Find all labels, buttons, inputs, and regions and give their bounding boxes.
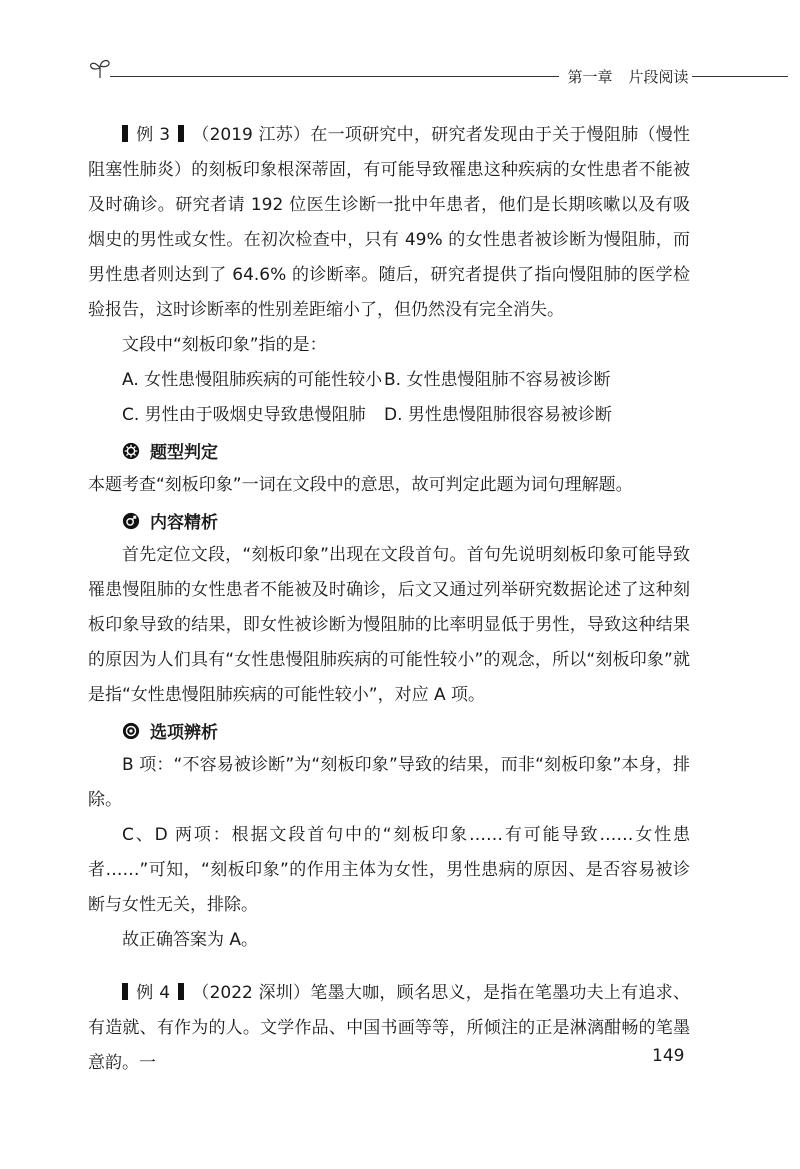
section-content-text: 首先定位文段，“刻板印象”出现在文段首句。首句先说明刻板印象可能导致罹患慢阻肺的女性患者不能被及时确诊，后文又通过列举研究数据论述了这种刻板印象导致的结果，即女性被诊断为慢阻肺的比率明显低于男性，导致这种结果的原因为人们具有“女性患慢阻肺疾病的可能性较小”的观念，所以“刻板印象”就是指“女性患慢阻肺疾病的可能性较小”，对应 A 项。 [88,545,690,705]
example3-source: （2019 江苏） [192,125,311,145]
header-title [558,66,698,87]
section-type-heading [122,433,690,468]
section-type-title: 题型判定 [150,443,218,463]
section-options-title: 选项辨析 [150,723,218,743]
example4-body: 笔墨大咖，顾名思义，是指在笔墨功夫上有追求、有造就、有作为的人。文学作品、中国书画等等，所倾注的正是淋漓酣畅的笔墨意韵。一 [88,983,690,1073]
sprout-icon [88,56,112,80]
section-options-heading [122,713,690,748]
option-d: D. 男性患慢阻肺很容易被诊断 [384,405,612,425]
gear-icon [122,442,140,460]
option-c: C. 男性由于吸烟史导致患慢阻肺 [122,405,366,425]
label-bar-left [122,983,128,1000]
option-b: B. 女性患慢阻肺不容易被诊断 [384,370,611,390]
example3-question: 文段中“刻板印象”指的是： [122,335,327,355]
magnifier-icon [122,512,140,530]
label-bar-left [122,125,128,142]
page-body [88,118,690,1081]
page-header [88,56,788,86]
section-type-text: 本题考查“刻板印象”一词在文段中的意思，故可判定此题为词句理解题。 [88,475,633,495]
example4-label: 例 4 [136,983,171,1003]
target-icon [122,722,140,740]
example3-text-line1: 在一项研究中，研究者发现由于关于慢阻肺（慢性阻 [88,125,690,180]
example4-text [88,976,690,1081]
example3-options [122,363,690,433]
example3-label: 例 3 [136,125,171,145]
example4-source: （2022 深圳） [192,983,311,1003]
option-a: A. 女性患慢阻肺疾病的可能性较小 [122,370,383,390]
header-rule-left [110,76,628,77]
label-bar-right [178,125,184,142]
page-number: 149 [652,1046,685,1066]
section-content-title: 内容精析 [150,513,218,533]
example3-first-line [88,118,690,328]
example3-text-rest: 塞性肺炎）的刻板印象根深蒂固，有可能导致罹患这种疾病的女性患者不能被及时确诊。研究者请 192 位医生诊断一批中年患者，他们是长期咳嗽以及有吸烟史的男性或女性。在初次检查中，只有 49% 的女性患者被诊断为慢阻肺，而男性患者则达到了 64.6% 的诊断率。随后，研究者提供了指向慢阻肺的医学检验报告，这时诊断率的性别差距缩小了，但仍然没有完全消失。 [88,160,691,320]
header-rule-right [692,76,788,77]
option-cd-analysis: C、D 两项：根据文段首句中的“刻板印象……有可能导致……女性患者……”可知，“刻板印象”的作用主体为女性，男性患病的原因、是否容易被诊断与女性无关，排除。 [88,825,690,915]
answer-line: 故正确答案为 A。 [122,930,259,950]
label-bar-right [178,983,184,1000]
option-b-analysis: B 项：“不容易被诊断”为“刻板印象”导致的结果，而非“刻板印象”本身，排除。 [88,755,690,810]
section-content-heading [122,503,690,538]
chapter-label: 第一章 [559,66,620,87]
section-label: 片段阅读 [621,66,697,87]
